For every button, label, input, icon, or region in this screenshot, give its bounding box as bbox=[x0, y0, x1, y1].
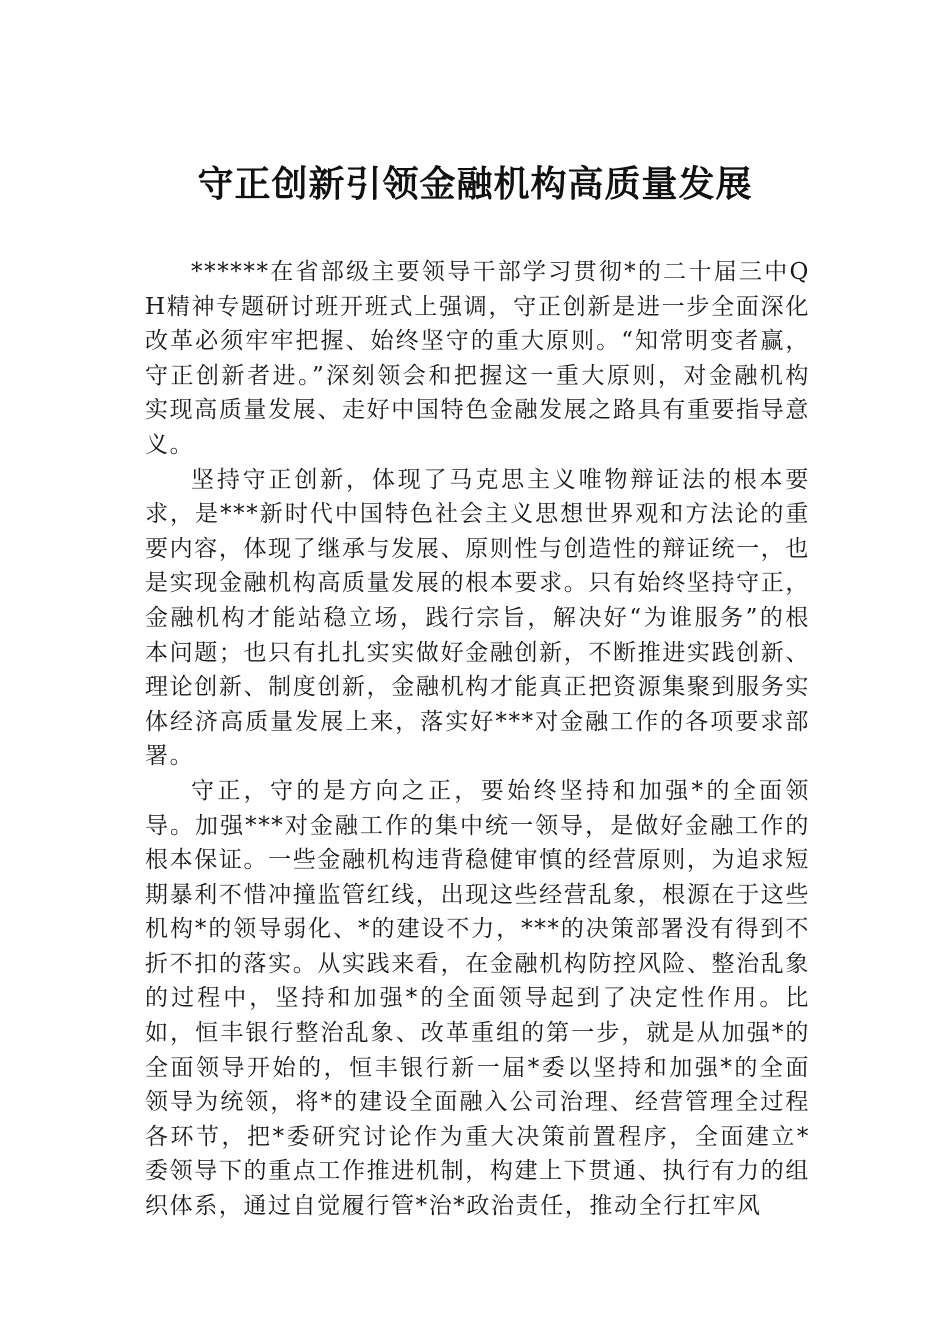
document-title: 守正创新引领金融机构高质量发展 bbox=[197, 163, 753, 205]
paragraph-2: 坚持守正创新，体现了马克思主义唯物辩证法的根本要求，是***新时代中国特色社会主义思想世界观和方法论的重要内容，体现了继承与发展、原则性与创造性的辩证统一，也是实现金融机构高质量发展的根本要求。只有始终坚持守正，金融机构才能站稳立场，践行宗旨，解决好“为谁服务”的根本问题；也只有扎扎实实做好金融创新，不断推进实践创新、理论创新、制度创新，金融机构才能真正把资源集聚到服务实体经济高质量发展上来，落实好***对金融工作的各项要求部署。 bbox=[145, 466, 810, 770]
paragraph-1: ******在省部级主要领导干部学习贯彻*的二十届三中QH精神专题研讨班开班式上强调，守正创新是进一步全面深化改革必须牢牢把握、始终坚守的重大原则。“知常明变者赢，守正创新者进。”深刻领会和把握这一重大原则，对金融机构实现高质量发展、走好中国特色金融发展之路具有重要指导意义。 bbox=[145, 259, 810, 458]
paragraph-3: 守正，守的是方向之正，要始终坚持和加强*的全面领导。加强***对金融工作的集中统一领导，是做好金融工作的根本保证。一些金融机构违背稳健审慎的经营原则，为追求短期暴利不惜冲撞监管红线，出现这些经营乱象，根源在于这些机构*的领导弱化、*的建设不力，***的决策部署没有得到不折不扣的落实。从实践来看，在金融机构防控风险、整治乱象的过程中，坚持和加强*的全面领导起到了决定性作用。比如，恒丰银行整治乱象、改革重组的第一步，就是从加强*的全面领导开始的，恒丰银行新一届*委以坚持和加强*的全面领导为统领，将*的建设全面融入公司治理、经营管理全过程各环节，把*委研究讨论作为重大决策前置程序，全面建立*委领导下的重点工作推进机制，构建上下贯通、执行有力的组织体系，通过自觉履行管*治*政治责任，推动全行扛牢风 bbox=[145, 777, 810, 1220]
document-body bbox=[145, 255, 810, 1224]
